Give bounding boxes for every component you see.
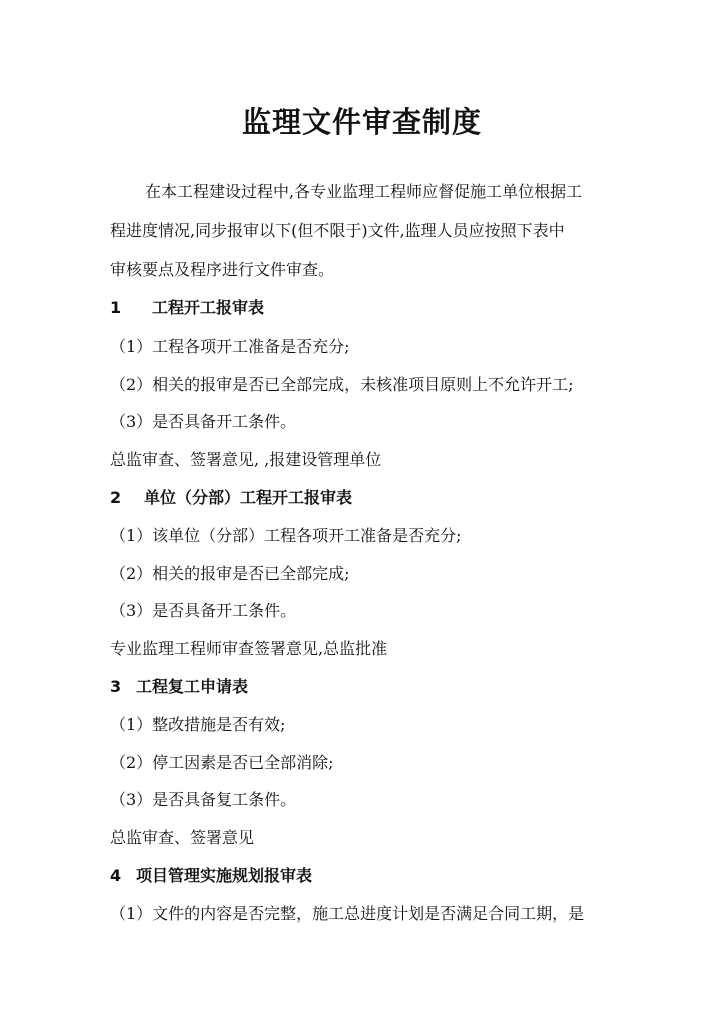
section-heading-1 <box>110 298 630 318</box>
list-item: （2）相关的报审是否已全部完成; <box>110 564 350 583</box>
section-title: 单位（分部）工程开工报审表 <box>144 488 353 507</box>
list-item: （1）该单位（分部）工程各项开工准备是否充分; <box>110 526 462 545</box>
list-item: （2）相关的报审是否已全部完成，未核准项目原则上不允许开工; <box>110 375 574 394</box>
section-number: 2 <box>110 488 122 507</box>
section-heading-3 <box>110 677 630 697</box>
section-note: 专业监理工程师审查签署意见,总监批准 <box>110 639 388 658</box>
section-title: 工程开工报审表 <box>152 298 265 317</box>
intro-line-1: 在本工程建设过程中,各专业监理工程师应督促施工单位根据工 <box>145 182 583 201</box>
section-title: 工程复工申请表 <box>136 677 249 696</box>
list-item: （3）是否具备开工条件。 <box>110 601 297 620</box>
section-title: 项目管理实施规划报审表 <box>136 866 313 885</box>
section-heading-2 <box>110 488 630 508</box>
intro-line-2: 程进度情况,同步报审以下(但不限于)文件,监理人员应按照下表中 <box>110 221 565 240</box>
section-note: 总监审查、签署意见 <box>110 828 255 847</box>
section-number: 3 <box>110 677 122 696</box>
section-number: 4 <box>110 866 122 885</box>
list-item: （1）工程各项开工准备是否充分; <box>110 337 350 356</box>
section-heading-4 <box>110 866 630 886</box>
section-number: 1 <box>110 298 122 317</box>
list-item: （1）文件的内容是否完整，施工总进度计划是否满足合同工期，是 <box>110 904 585 923</box>
list-item: （2）停工因素是否已全部消除; <box>110 753 334 772</box>
document-title: 监理文件审查制度 <box>241 105 482 139</box>
section-note: 总监审查、签署意见, ,报建设管理单位 <box>110 450 382 469</box>
list-item: （3）是否具备复工条件。 <box>110 790 297 809</box>
list-item: （3）是否具备开工条件。 <box>110 412 297 431</box>
intro-line-3: 审核要点及程序进行文件审查。 <box>110 260 335 279</box>
list-item: （1）整改措施是否有效; <box>110 715 286 734</box>
